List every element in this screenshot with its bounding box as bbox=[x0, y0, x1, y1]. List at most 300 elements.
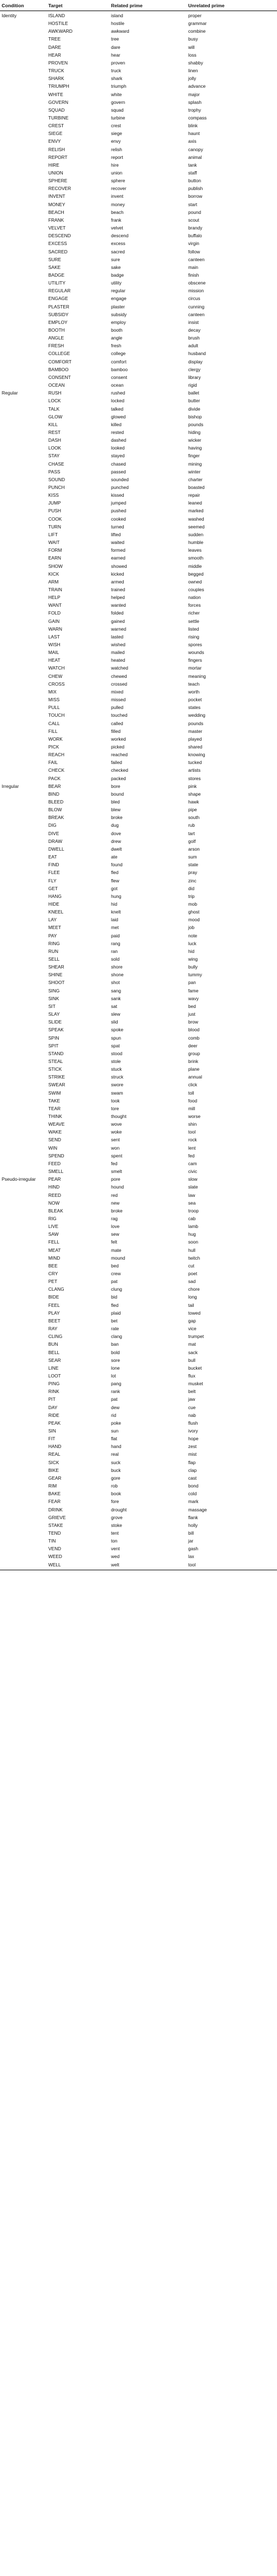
unrelated-prime: slow bbox=[188, 1176, 198, 1182]
table-row bbox=[0, 1152, 277, 1160]
related-prime: lifted bbox=[111, 531, 121, 537]
related-prime: fresh bbox=[111, 343, 122, 349]
table-row bbox=[0, 995, 277, 1002]
target-word: PAY bbox=[48, 932, 57, 938]
related-prime: showed bbox=[111, 563, 127, 569]
related-prime: vent bbox=[111, 1546, 120, 1552]
table-row bbox=[0, 554, 277, 562]
table-row bbox=[0, 208, 277, 216]
unrelated-prime: note bbox=[188, 932, 198, 938]
target-word: SHARK bbox=[48, 76, 64, 82]
related-prime: invent bbox=[111, 193, 124, 199]
related-prime: shone bbox=[111, 972, 124, 978]
unrelated-prime: tool bbox=[188, 1129, 196, 1135]
table-row bbox=[0, 877, 277, 885]
related-prime: wed bbox=[111, 1554, 120, 1560]
unrelated-prime: hiding bbox=[188, 429, 201, 435]
target-word: KICK bbox=[48, 571, 59, 577]
unrelated-prime: staff bbox=[188, 170, 197, 176]
target-word: WARN bbox=[48, 626, 63, 632]
unrelated-prime: sad bbox=[188, 1279, 196, 1285]
related-prime: triumph bbox=[111, 83, 127, 89]
related-prime: armed bbox=[111, 578, 124, 585]
unrelated-prime: leaves bbox=[188, 547, 202, 553]
table-row bbox=[0, 184, 277, 192]
related-prime: missed bbox=[111, 697, 126, 703]
related-prime: spent bbox=[111, 1152, 123, 1159]
related-prime: ran bbox=[111, 948, 118, 954]
unrelated-prime: middle bbox=[188, 563, 202, 569]
table-row bbox=[0, 688, 277, 696]
table-row bbox=[0, 239, 277, 247]
related-prime: envy bbox=[111, 138, 121, 144]
related-prime: sure bbox=[111, 256, 120, 262]
related-prime: rob bbox=[111, 1483, 118, 1489]
target-word: MONEY bbox=[48, 201, 66, 207]
unrelated-prime: linen bbox=[188, 68, 198, 74]
unrelated-prime: tummy bbox=[188, 972, 202, 978]
unrelated-prime: pink bbox=[188, 783, 197, 789]
table-row bbox=[0, 122, 277, 129]
unrelated-prime: mood bbox=[188, 917, 200, 923]
related-prime: rank bbox=[111, 1389, 120, 1395]
target-word: MAIL bbox=[48, 650, 59, 656]
unrelated-prime: finger bbox=[188, 453, 200, 459]
related-prime: turned bbox=[111, 523, 124, 530]
unrelated-prime: ivory bbox=[188, 1428, 198, 1434]
target-word: COOK bbox=[48, 516, 62, 522]
table-row bbox=[0, 680, 277, 688]
target-word: SAKE bbox=[48, 264, 61, 270]
table-row bbox=[0, 1175, 277, 1183]
target-word: RING bbox=[48, 940, 60, 946]
unrelated-prime: trophy bbox=[188, 107, 202, 113]
unrelated-prime: blink bbox=[188, 123, 198, 129]
table-row bbox=[0, 1191, 277, 1199]
unrelated-prime: bull bbox=[188, 1357, 195, 1363]
target-word: RUN bbox=[48, 948, 58, 954]
related-prime: comfort bbox=[111, 358, 127, 365]
unrelated-prime: ballet bbox=[188, 390, 199, 396]
table-row bbox=[0, 491, 277, 499]
table-row bbox=[0, 1466, 277, 1474]
target-word: PEAK bbox=[48, 1420, 61, 1426]
unrelated-prime: button bbox=[188, 178, 202, 184]
target-word: GEAR bbox=[48, 1475, 62, 1481]
related-prime: mound bbox=[111, 1255, 125, 1261]
target-word: VEND bbox=[48, 1546, 62, 1552]
unrelated-prime: sack bbox=[188, 1349, 198, 1355]
table-row bbox=[0, 279, 277, 287]
table-row bbox=[0, 1552, 277, 1560]
unrelated-prime: follow bbox=[188, 248, 200, 254]
table-row bbox=[0, 633, 277, 641]
unrelated-prime: mining bbox=[188, 461, 202, 467]
header-target: Target bbox=[48, 3, 63, 8]
related-prime: pore bbox=[111, 1176, 120, 1182]
unrelated-prime: decay bbox=[188, 327, 201, 333]
table-row bbox=[0, 1442, 277, 1450]
table-row bbox=[0, 1301, 277, 1309]
related-prime: felt bbox=[111, 1239, 118, 1245]
table-row bbox=[0, 1207, 277, 1215]
related-prime: relish bbox=[111, 146, 122, 152]
target-word: SHOW bbox=[48, 563, 63, 569]
related-prime: gained bbox=[111, 618, 125, 624]
table-row bbox=[0, 916, 277, 923]
related-prime: smelt bbox=[111, 1169, 122, 1175]
unrelated-prime: flush bbox=[188, 1420, 198, 1426]
unrelated-prime: hawk bbox=[188, 799, 199, 805]
table-row bbox=[0, 735, 277, 743]
unrelated-prime: south bbox=[188, 815, 200, 821]
table-row bbox=[0, 798, 277, 806]
target-word: BIKE bbox=[48, 1467, 59, 1473]
target-word: SING bbox=[48, 987, 60, 994]
related-prime: sounded bbox=[111, 476, 129, 482]
table-row bbox=[0, 987, 277, 995]
target-word: BOOTH bbox=[48, 327, 65, 333]
related-prime: bled bbox=[111, 799, 120, 805]
target-word: LAY bbox=[48, 917, 57, 923]
related-prime: dashed bbox=[111, 437, 127, 443]
table-row bbox=[0, 1010, 277, 1018]
target-word: OCEAN bbox=[48, 382, 65, 388]
table-row bbox=[0, 43, 277, 51]
unrelated-prime: job bbox=[188, 925, 195, 931]
related-prime: rang bbox=[111, 940, 120, 946]
table-row bbox=[0, 1097, 277, 1105]
target-word: WISH bbox=[48, 642, 61, 647]
table-row bbox=[0, 1340, 277, 1348]
table-row bbox=[0, 428, 277, 436]
table-row bbox=[0, 1057, 277, 1065]
target-word: STICK bbox=[48, 1066, 62, 1072]
table-row bbox=[0, 830, 277, 837]
target-word: TRIUMPH bbox=[48, 83, 69, 89]
target-word: GOVERN bbox=[48, 99, 68, 105]
related-prime: fled bbox=[111, 870, 119, 876]
target-word: SPHERE bbox=[48, 178, 68, 184]
table-row bbox=[0, 1120, 277, 1128]
target-word: BREAK bbox=[48, 815, 64, 821]
related-prime: subsidy bbox=[111, 311, 127, 317]
target-word: FORM bbox=[48, 547, 62, 553]
related-prime: employ bbox=[111, 319, 126, 325]
table-row bbox=[0, 1042, 277, 1050]
table-row bbox=[0, 129, 277, 137]
unrelated-prime: soon bbox=[188, 1239, 198, 1245]
unrelated-prime: hull bbox=[188, 1247, 195, 1253]
target-word: TAKE bbox=[48, 1097, 61, 1104]
table-row bbox=[0, 1529, 277, 1537]
related-prime: slew bbox=[111, 1011, 120, 1017]
table-row bbox=[0, 499, 277, 507]
table-row bbox=[0, 523, 277, 531]
target-word: INVENT bbox=[48, 193, 66, 199]
target-word: THINK bbox=[48, 1114, 62, 1119]
table-row bbox=[0, 1230, 277, 1238]
related-prime: broke bbox=[111, 1207, 123, 1214]
related-prime: sang bbox=[111, 987, 121, 994]
related-prime: blew bbox=[111, 807, 121, 813]
related-prime: ton bbox=[111, 1538, 118, 1544]
unrelated-prime: bully bbox=[188, 964, 198, 970]
target-word: TRAIN bbox=[48, 586, 62, 592]
target-word: CONSENT bbox=[48, 374, 71, 380]
table-row bbox=[0, 1325, 277, 1332]
target-word: RIG bbox=[48, 1215, 57, 1221]
target-word: SACRED bbox=[48, 248, 68, 254]
target-word: BEET bbox=[48, 1317, 61, 1324]
related-prime: fled bbox=[111, 1302, 119, 1308]
table-row bbox=[0, 137, 277, 145]
table-row bbox=[0, 106, 277, 114]
target-word: BLOW bbox=[48, 807, 62, 813]
table-row bbox=[0, 476, 277, 483]
related-prime: govern bbox=[111, 99, 125, 105]
table-row bbox=[0, 1136, 277, 1144]
unrelated-prime: long bbox=[188, 1294, 197, 1300]
unrelated-prime: winter bbox=[188, 468, 201, 475]
table-row bbox=[0, 806, 277, 813]
related-prime: bound bbox=[111, 791, 124, 797]
related-prime: angle bbox=[111, 335, 123, 341]
target-word: MIND bbox=[48, 1255, 61, 1261]
unrelated-prime: divide bbox=[188, 406, 200, 412]
unrelated-prime: scout bbox=[188, 217, 199, 223]
unrelated-prime: master bbox=[188, 728, 203, 734]
unrelated-prime: busy bbox=[188, 36, 198, 42]
target-word: ENVY bbox=[48, 138, 61, 144]
table-row bbox=[0, 656, 277, 664]
unrelated-prime: compass bbox=[188, 114, 207, 121]
target-word: SPEAK bbox=[48, 1027, 64, 1033]
related-prime: truck bbox=[111, 68, 121, 74]
target-word: FEEL bbox=[48, 1302, 60, 1308]
related-prime: new bbox=[111, 1200, 120, 1206]
table-row bbox=[0, 177, 277, 184]
table-row bbox=[0, 169, 277, 177]
related-prime: suck bbox=[111, 1459, 121, 1465]
related-prime: siege bbox=[111, 131, 122, 137]
table-row bbox=[0, 641, 277, 648]
unrelated-prime: artists bbox=[188, 767, 201, 773]
target-word: BADGE bbox=[48, 272, 65, 278]
table-row bbox=[0, 648, 277, 656]
target-word: NOW bbox=[48, 1200, 60, 1206]
target-word: UTILITY bbox=[48, 280, 66, 286]
unrelated-prime: jar bbox=[188, 1538, 194, 1544]
related-prime: mate bbox=[111, 1247, 122, 1253]
table-row bbox=[0, 1065, 277, 1073]
table-row bbox=[0, 1183, 277, 1191]
target-word: SICK bbox=[48, 1459, 59, 1465]
target-word: PLASTER bbox=[48, 303, 69, 309]
table-row bbox=[0, 256, 277, 263]
condition-label: Irregular bbox=[2, 783, 19, 789]
related-prime: thought bbox=[111, 1114, 127, 1119]
target-word: RECOVER bbox=[48, 186, 72, 192]
related-prime: bed bbox=[111, 1262, 119, 1269]
target-word: STAY bbox=[48, 453, 60, 459]
table-row bbox=[0, 373, 277, 381]
unrelated-prime: butter bbox=[188, 398, 200, 404]
unrelated-prime: shared bbox=[188, 743, 203, 750]
target-word: MISS bbox=[48, 697, 60, 703]
related-prime: stayed bbox=[111, 453, 125, 459]
header-condition: Condition bbox=[2, 3, 24, 8]
table-row bbox=[0, 421, 277, 428]
table-row bbox=[0, 1089, 277, 1097]
related-prime: kicked bbox=[111, 571, 124, 577]
target-word: WEAVE bbox=[48, 1121, 65, 1127]
related-prime: swore bbox=[111, 1082, 124, 1088]
table-row bbox=[0, 436, 277, 444]
target-word: RAY bbox=[48, 1326, 58, 1332]
unrelated-prime: canopy bbox=[188, 146, 203, 152]
unrelated-prime: settle bbox=[188, 618, 199, 624]
unrelated-prime: grammar bbox=[188, 21, 207, 27]
table-row bbox=[0, 578, 277, 586]
target-word: WANT bbox=[48, 602, 62, 608]
unrelated-prime: borrow bbox=[188, 193, 203, 199]
table-row bbox=[0, 720, 277, 727]
table-row bbox=[0, 1073, 277, 1081]
target-word: DASH bbox=[48, 437, 62, 443]
target-word: WIN bbox=[48, 1145, 58, 1151]
target-word: HELP bbox=[48, 595, 61, 601]
target-word: TIN bbox=[48, 1538, 56, 1544]
unrelated-prime: wounds bbox=[188, 650, 204, 656]
unrelated-prime: will bbox=[188, 44, 195, 50]
header-related-prime: Related prime bbox=[111, 3, 143, 8]
table-row bbox=[0, 515, 277, 523]
related-prime: sent bbox=[111, 1137, 120, 1143]
related-prime: hear bbox=[111, 52, 120, 58]
table-row bbox=[0, 1246, 277, 1254]
related-prime: clung bbox=[111, 1286, 122, 1292]
table-row bbox=[0, 546, 277, 554]
unrelated-prime: circus bbox=[188, 296, 200, 302]
unrelated-prime: knowing bbox=[188, 752, 205, 758]
target-word: STAND bbox=[48, 1050, 64, 1056]
unrelated-prime: publish bbox=[188, 186, 203, 192]
related-prime: badge bbox=[111, 272, 124, 278]
target-word: BELL bbox=[48, 1349, 60, 1355]
table-row bbox=[0, 1419, 277, 1427]
related-prime: won bbox=[111, 1145, 120, 1151]
target-word: HEAR bbox=[48, 52, 62, 58]
related-prime: sold bbox=[111, 956, 120, 962]
table-row bbox=[0, 1395, 277, 1403]
related-prime: stoke bbox=[111, 1522, 122, 1528]
unrelated-prime: lamb bbox=[188, 1224, 198, 1230]
unrelated-prime: rock bbox=[188, 1137, 197, 1143]
target-word: ENGAGE bbox=[48, 296, 68, 302]
table-row bbox=[0, 1317, 277, 1325]
unrelated-prime: flux bbox=[188, 1372, 195, 1379]
table-row bbox=[0, 947, 277, 955]
related-prime: dare bbox=[111, 44, 120, 50]
unrelated-prime: proper bbox=[188, 13, 202, 18]
related-prime: squad bbox=[111, 107, 124, 113]
target-word: DRINK bbox=[48, 1506, 63, 1512]
related-prime: ocean bbox=[111, 382, 124, 388]
related-prime: struck bbox=[111, 1074, 124, 1080]
related-prime: bid bbox=[111, 1294, 118, 1300]
target-word: FAIL bbox=[48, 760, 58, 766]
table-row bbox=[0, 19, 277, 27]
table-row bbox=[0, 1372, 277, 1380]
unrelated-prime: loss bbox=[188, 52, 197, 58]
related-prime: gore bbox=[111, 1475, 120, 1481]
related-prime: recover bbox=[111, 186, 127, 192]
table-row bbox=[0, 1411, 277, 1419]
related-prime: regular bbox=[111, 288, 125, 294]
table-row bbox=[0, 98, 277, 106]
unrelated-prime: lax bbox=[188, 1554, 194, 1560]
unrelated-prime: wavy bbox=[188, 995, 199, 1001]
related-prime: union bbox=[111, 170, 123, 176]
target-word: PULL bbox=[48, 705, 60, 711]
target-word: KISS bbox=[48, 492, 59, 498]
table-row bbox=[0, 531, 277, 538]
target-word: HOSTILE bbox=[48, 21, 68, 27]
unrelated-prime: pipe bbox=[188, 807, 197, 813]
related-prime: money bbox=[111, 201, 125, 207]
target-word: WAIT bbox=[48, 540, 60, 546]
target-word: HAND bbox=[48, 1444, 62, 1450]
target-word: RIM bbox=[48, 1483, 57, 1489]
table-row bbox=[0, 593, 277, 601]
target-word: HANG bbox=[48, 893, 62, 899]
target-word: DRAW bbox=[48, 838, 63, 844]
related-prime: buck bbox=[111, 1467, 121, 1473]
target-word: VELVET bbox=[48, 225, 66, 231]
target-word: ANGLE bbox=[48, 335, 64, 341]
table-row bbox=[0, 782, 277, 790]
target-word: SAW bbox=[48, 1231, 59, 1237]
related-prime: welt bbox=[111, 1561, 119, 1567]
unrelated-prime: fingers bbox=[188, 657, 202, 663]
related-prime: book bbox=[111, 1491, 121, 1497]
table-row bbox=[0, 979, 277, 986]
unrelated-prime: repair bbox=[188, 492, 200, 498]
table-row bbox=[0, 1404, 277, 1411]
unrelated-prime: played bbox=[188, 736, 202, 742]
table-row bbox=[0, 1160, 277, 1167]
target-word: PEAR bbox=[48, 1176, 61, 1182]
related-prime: island bbox=[111, 13, 123, 18]
unrelated-prime: washed bbox=[188, 516, 204, 522]
table-row bbox=[0, 1435, 277, 1442]
target-word: FIND bbox=[48, 862, 59, 868]
table-row bbox=[0, 311, 277, 318]
related-prime: drought bbox=[111, 1506, 127, 1512]
table-row bbox=[0, 617, 277, 625]
table-row bbox=[0, 1026, 277, 1034]
table-row bbox=[0, 413, 277, 421]
table-row bbox=[0, 1222, 277, 1230]
target-word: LAST bbox=[48, 633, 60, 640]
target-word: SPIN bbox=[48, 1035, 59, 1041]
related-prime: passed bbox=[111, 468, 126, 475]
related-prime: chased bbox=[111, 461, 126, 467]
target-word: PUNCH bbox=[48, 485, 65, 490]
target-word: PASS bbox=[48, 468, 61, 475]
table-row bbox=[0, 460, 277, 468]
